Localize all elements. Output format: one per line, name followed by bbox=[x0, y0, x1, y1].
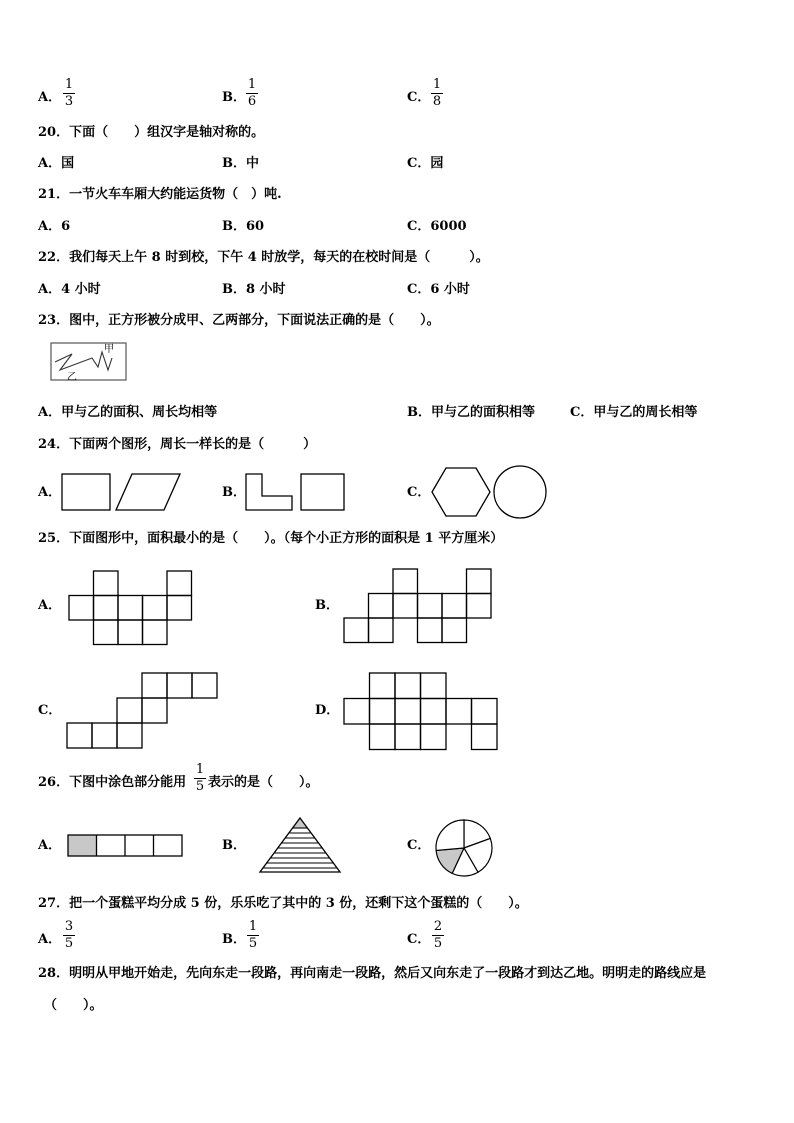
q20-option-a[interactable]: A．国 bbox=[38, 156, 75, 171]
grid-square bbox=[370, 673, 396, 699]
q27-option-a-letter[interactable]: A． bbox=[38, 932, 62, 947]
fraction-numerator: 1 bbox=[432, 77, 442, 92]
q19-option-a-fraction bbox=[62, 78, 76, 109]
grid-square bbox=[418, 618, 443, 643]
q27-question: 27．把一个蛋糕平均分成 5 份，乐乐吃了其中的 3 份，还剩下这个蛋糕的（ ）。 bbox=[38, 896, 528, 911]
grid-square bbox=[442, 618, 467, 643]
fraction-numerator: 2 bbox=[433, 919, 443, 934]
q28-question: 28．明明从甲地开始走，先向东走一段路，再向南走一段路，然后又向东走了一段路才到达乙地。明明走的路线应是 bbox=[38, 966, 707, 981]
q26-figure-c-pie bbox=[434, 818, 494, 878]
fraction-numerator: 1 bbox=[195, 762, 205, 777]
fraction-denominator: 5 bbox=[433, 936, 443, 951]
q21-option-c[interactable]: C．6000 bbox=[407, 219, 467, 234]
q20-question: 20．下面（ ）组汉字是轴对称的。 bbox=[38, 125, 265, 140]
q25-option-d[interactable]: D． bbox=[315, 703, 340, 718]
q27-option-c-letter[interactable]: C． bbox=[407, 932, 431, 947]
q27-option-b-fraction bbox=[246, 920, 260, 951]
q20-option-b[interactable]: B．中 bbox=[222, 156, 259, 171]
q25-figure-b bbox=[343, 568, 495, 644]
grid-square bbox=[395, 673, 421, 699]
q28-question-line2: （ ）。 bbox=[44, 998, 103, 1013]
grid-square bbox=[393, 569, 418, 594]
q26-question-start: 26．下图中涂色部分能用 bbox=[38, 775, 187, 790]
q23-option-c[interactable]: C．甲与乙的周长相等 bbox=[570, 405, 698, 420]
grid-square bbox=[143, 620, 168, 645]
q24-question: 24．下面两个图形，周长一样长的是（ ） bbox=[38, 437, 317, 452]
q24-option-a[interactable]: A． bbox=[38, 485, 62, 500]
grid-square bbox=[69, 596, 94, 621]
grid-square bbox=[167, 596, 192, 621]
fraction-denominator: 3 bbox=[64, 94, 74, 109]
q26-figure-a-bar bbox=[67, 834, 183, 858]
q19-option-c-fraction bbox=[430, 78, 444, 109]
grid-square bbox=[421, 699, 447, 725]
grid-square bbox=[142, 698, 167, 723]
q25-option-c[interactable]: C． bbox=[38, 703, 62, 718]
grid-square bbox=[118, 596, 143, 621]
q22-option-a[interactable]: A．4 小时 bbox=[38, 282, 101, 297]
grid-square bbox=[117, 698, 142, 723]
q22-option-c[interactable]: C．6 小时 bbox=[407, 282, 470, 297]
q19-option-a-letter: A． bbox=[38, 90, 62, 105]
q23-option-b[interactable]: B．甲与乙的面积相等 bbox=[407, 405, 535, 420]
grid-square bbox=[167, 673, 192, 698]
grid-square bbox=[94, 620, 119, 645]
q24-figure-a bbox=[60, 472, 185, 512]
pie-sector bbox=[436, 820, 464, 850]
grid-square bbox=[442, 594, 467, 619]
grid-square bbox=[418, 594, 443, 619]
q23-label-yi: 乙 bbox=[67, 372, 77, 383]
q25-option-a[interactable]: A． bbox=[38, 598, 62, 613]
q25-option-b[interactable]: B． bbox=[315, 598, 339, 613]
grid-square bbox=[370, 724, 396, 750]
fraction-denominator: 6 bbox=[247, 94, 257, 109]
q21-option-a[interactable]: A．6 bbox=[38, 219, 71, 234]
fraction-denominator: 5 bbox=[195, 779, 205, 794]
grid-square bbox=[369, 594, 394, 619]
q24-figure-b bbox=[244, 472, 349, 512]
fraction-denominator: 5 bbox=[248, 936, 258, 951]
q19-option-c-letter: C． bbox=[407, 90, 431, 105]
q23-label-jia: 甲 bbox=[104, 344, 114, 355]
q24-figure-c bbox=[430, 466, 550, 520]
grid-square bbox=[370, 699, 396, 725]
q25-figure-d bbox=[343, 672, 497, 748]
grid-square bbox=[395, 699, 421, 725]
grid-square bbox=[421, 673, 447, 699]
grid-square bbox=[143, 596, 168, 621]
q27-option-b-letter[interactable]: B． bbox=[222, 932, 246, 947]
grid-square bbox=[369, 618, 394, 643]
q24-option-b[interactable]: B． bbox=[222, 485, 246, 500]
q24-option-c[interactable]: C． bbox=[407, 485, 431, 500]
grid-square bbox=[467, 569, 492, 594]
q21-question: 21．一节火车车厢大约能运货物（ ）吨. bbox=[38, 187, 282, 202]
fraction-denominator: 8 bbox=[432, 94, 442, 109]
grid-square bbox=[117, 723, 142, 748]
grid-square bbox=[118, 620, 143, 645]
q26-option-b[interactable]: B． bbox=[222, 838, 246, 853]
q27-option-c-fraction bbox=[431, 920, 445, 951]
q23-square-figure bbox=[50, 340, 130, 382]
q23-question: 23．图中，正方形被分成甲、乙两部分，下面说法正确的是（ ）。 bbox=[38, 313, 440, 328]
grid-square bbox=[94, 596, 119, 621]
q19-option-b-fraction bbox=[245, 78, 259, 109]
q26-option-a[interactable]: A． bbox=[38, 838, 62, 853]
fraction-numerator: 3 bbox=[64, 919, 74, 934]
grid-square bbox=[344, 618, 369, 643]
grid-square bbox=[393, 594, 418, 619]
fraction-denominator: 5 bbox=[64, 936, 74, 951]
grid-square bbox=[142, 673, 167, 698]
q23-option-a[interactable]: A．甲与乙的面积、周长均相等 bbox=[38, 405, 218, 420]
q22-option-b[interactable]: B．8 小时 bbox=[222, 282, 286, 297]
grid-square bbox=[421, 724, 447, 750]
fraction-numerator: 1 bbox=[248, 919, 258, 934]
fraction-numerator: 1 bbox=[247, 77, 257, 92]
grid-square bbox=[67, 723, 92, 748]
grid-square bbox=[472, 724, 498, 750]
grid-square bbox=[192, 673, 217, 698]
grid-square bbox=[94, 571, 119, 596]
q20-option-c[interactable]: C．园 bbox=[407, 156, 444, 171]
q25-question: 25．下面图形中，面积最小的是（ ）。（每个小正方形的面积是 1 平方厘米） bbox=[38, 531, 504, 546]
q26-fraction bbox=[193, 763, 207, 794]
q27-option-a-fraction bbox=[62, 920, 76, 951]
q26-figure-b-triangle bbox=[258, 816, 342, 874]
grid-square bbox=[92, 723, 117, 748]
grid-square bbox=[167, 571, 192, 596]
grid-square bbox=[472, 699, 498, 725]
grid-square bbox=[395, 724, 421, 750]
q25-figure-a bbox=[68, 570, 194, 646]
fraction-numerator: 1 bbox=[64, 77, 74, 92]
q26-question-end: 表示的是（ ）。 bbox=[208, 775, 319, 790]
q22-question: 22．我们每天上午 8 时到校，下午 4 时放学，每天的在校时间是（ ）。 bbox=[38, 250, 489, 265]
q19-option-b-letter: B． bbox=[222, 90, 246, 105]
grid-square bbox=[344, 699, 370, 725]
q26-option-c[interactable]: C． bbox=[407, 838, 431, 853]
grid-square bbox=[446, 699, 472, 725]
grid-square bbox=[467, 594, 492, 619]
q25-figure-c bbox=[66, 672, 220, 748]
q21-option-b[interactable]: B．60 bbox=[222, 219, 265, 234]
